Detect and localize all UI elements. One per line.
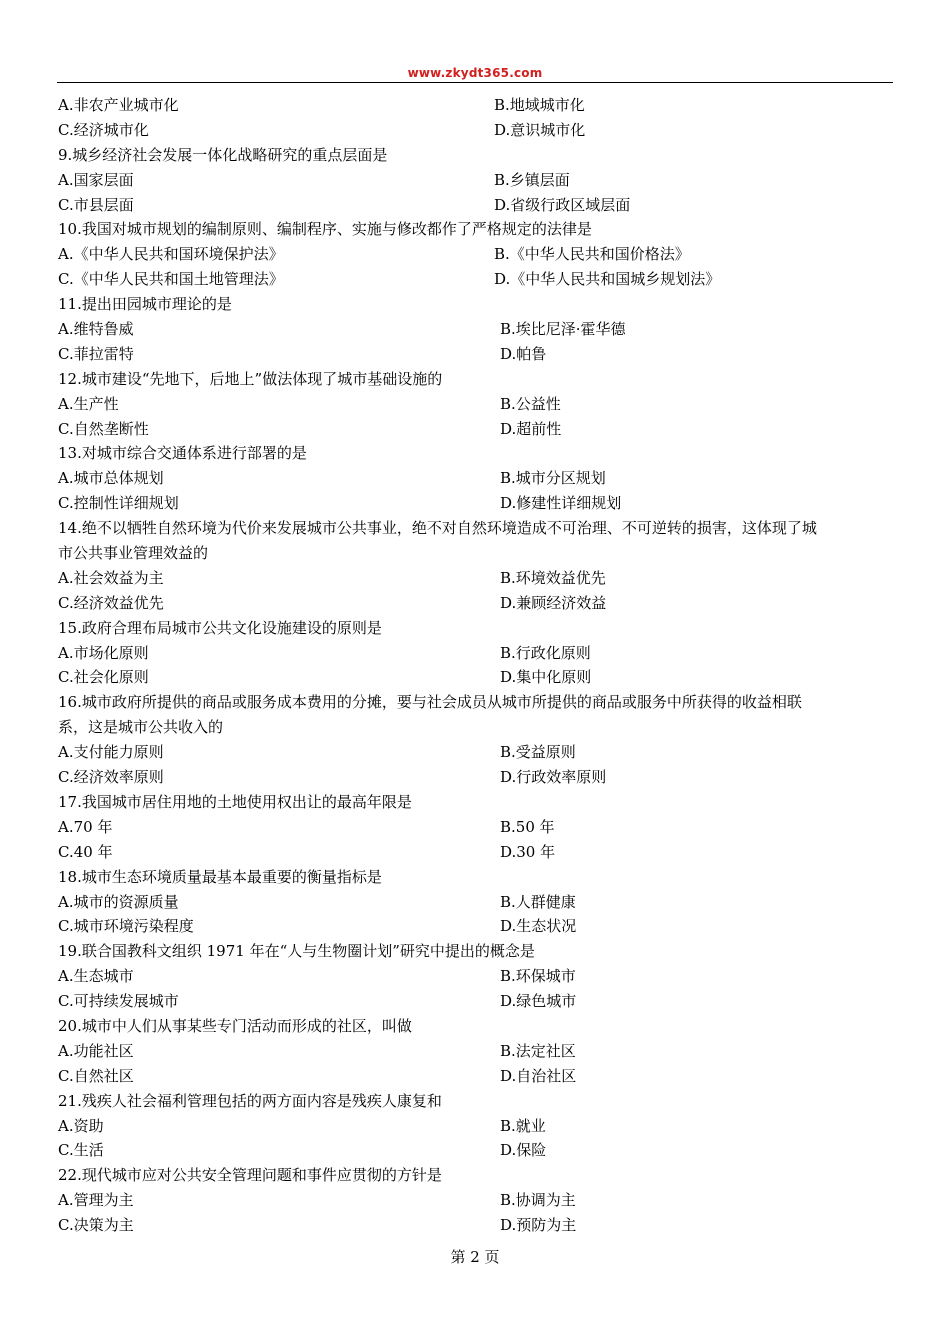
option-row (58, 317, 894, 342)
question-text: 18.城市生态环境质量最基本最重要的衡量指标是 (58, 867, 382, 886)
option-right: B.环保城市 (500, 967, 576, 986)
option-row (58, 168, 894, 193)
option-left: C.市县层面 (58, 195, 134, 214)
option-right: B.人群健康 (500, 892, 576, 911)
option-right: D.修建性详细规划 (500, 494, 622, 513)
option-row (58, 466, 894, 491)
question-text: 系，这是城市公共收入的 (58, 718, 224, 737)
question-text: 12.城市建设“先地下，后地上”做法体现了城市基础设施的 (58, 369, 443, 388)
option-left: A.生产性 (58, 394, 119, 413)
option-right: D.超前性 (500, 419, 562, 438)
option-right: B.就业 (500, 1116, 546, 1135)
question-text: 10.我国对城市规划的编制原则、编制程序、实施与修改都作了严格规定的法律是 (58, 220, 592, 239)
option-left: C.经济效益优先 (58, 593, 164, 612)
option-row (58, 964, 894, 989)
option-left: A.城市的资源质量 (58, 892, 179, 911)
option-right: B.乡镇层面 (494, 170, 570, 189)
option-right: D.30 年 (500, 842, 556, 861)
option-left: C.菲拉雷特 (58, 344, 134, 363)
option-left: A.功能社区 (58, 1041, 134, 1060)
question-text: 11.提出田园城市理论的是 (58, 295, 232, 314)
option-row (58, 914, 894, 939)
option-right: D.生态状况 (500, 917, 577, 936)
option-right: B.受益原则 (500, 743, 576, 762)
question-text: 21.残疾人社会福利管理包括的两方面内容是残疾人康复和 (58, 1091, 442, 1110)
question-text: 19.联合国教科文组织 1971 年在“人与生物圈计划”研究中提出的概念是 (58, 942, 535, 961)
option-row (58, 193, 894, 218)
option-row (58, 890, 894, 915)
option-right: B.环境效益优先 (500, 568, 606, 587)
option-row (58, 1039, 894, 1064)
option-right: B.《中华人民共和国价格法》 (494, 245, 690, 264)
option-right: D.预防为主 (500, 1216, 577, 1235)
option-row (58, 765, 894, 790)
option-left: C.经济效率原则 (58, 768, 164, 787)
option-left: A.国家层面 (58, 170, 134, 189)
option-row (58, 815, 894, 840)
header-divider (57, 82, 893, 83)
header-url[interactable]: www.zkydt365.com (407, 66, 543, 80)
option-left: A.资助 (58, 1116, 104, 1135)
option-left: C.40 年 (58, 842, 113, 861)
option-row (58, 1188, 894, 1213)
option-row (58, 1138, 894, 1163)
question-list (58, 93, 894, 1238)
option-right: B.协调为主 (500, 1191, 576, 1210)
question-text: 22.现代城市应对公共安全管理问题和事件应贯彻的方针是 (58, 1166, 442, 1185)
option-right: B.法定社区 (500, 1041, 576, 1060)
option-right: D.意识城市化 (494, 120, 586, 139)
option-left: C.自然社区 (58, 1066, 134, 1085)
option-left: A.城市总体规划 (58, 469, 164, 488)
question-text: 9.城乡经济社会发展一体化战略研究的重点层面是 (58, 145, 388, 164)
option-left: C.可持续发展城市 (58, 992, 179, 1011)
option-row (58, 1213, 894, 1238)
question-text: 16.城市政府所提供的商品或服务成本费用的分摊，要与社会成员从城市所提供的商品或服务中所获得的收益相联 (58, 693, 802, 712)
option-row (58, 491, 894, 516)
option-left: A.生态城市 (58, 967, 134, 986)
option-right: D.《中华人民共和国城乡规划法》 (494, 270, 721, 289)
option-right: D.集中化原则 (500, 668, 592, 687)
option-row (58, 118, 894, 143)
option-left: A.管理为主 (58, 1191, 134, 1210)
option-right: B.公益性 (500, 394, 561, 413)
option-row (58, 665, 894, 690)
option-left: A.市场化原则 (58, 643, 149, 662)
option-left: A.《中华人民共和国环境保护法》 (58, 245, 284, 264)
option-left: C.生活 (58, 1141, 104, 1160)
option-row (58, 591, 894, 616)
question-text: 15.政府合理布局城市公共文化设施建设的原则是 (58, 618, 382, 637)
option-row (58, 417, 894, 442)
option-left: A.70 年 (58, 817, 113, 836)
option-left: A.支付能力原则 (58, 743, 164, 762)
option-right: B.城市分区规划 (500, 469, 606, 488)
option-left: C.社会化原则 (58, 668, 149, 687)
option-left: C.控制性详细规划 (58, 494, 179, 513)
option-row (58, 93, 894, 118)
option-row (58, 1114, 894, 1139)
option-left: C.自然垄断性 (58, 419, 149, 438)
option-left: A.维特鲁威 (58, 320, 134, 339)
option-left: A.社会效益为主 (58, 568, 164, 587)
option-left: C.城市环境污染程度 (58, 917, 194, 936)
option-row (58, 566, 894, 591)
option-right: D.绿色城市 (500, 992, 577, 1011)
option-left: C.经济城市化 (58, 120, 149, 139)
option-right: D.兼顾经济效益 (500, 593, 607, 612)
option-right: B.地域城市化 (494, 96, 585, 114)
option-left: C.《中华人民共和国土地管理法》 (58, 270, 284, 289)
option-row (58, 392, 894, 417)
option-row (58, 342, 894, 367)
option-right: D.自治社区 (500, 1066, 577, 1085)
option-right: B.50 年 (500, 817, 555, 836)
option-row (58, 242, 894, 267)
question-text: 市公共事业管理效益的 (58, 544, 209, 563)
option-row (58, 1064, 894, 1089)
question-text: 17.我国城市居住用地的土地使用权出让的最高年限是 (58, 792, 412, 811)
option-row (58, 840, 894, 865)
question-text: 13.对城市综合交通体系进行部署的是 (58, 444, 307, 463)
option-right: D.帕鲁 (500, 344, 547, 363)
option-row (58, 989, 894, 1014)
option-left: C.决策为主 (58, 1216, 134, 1235)
option-right: D.行政效率原则 (500, 768, 607, 787)
option-row (58, 267, 894, 292)
option-row (58, 641, 894, 666)
option-right: B.行政化原则 (500, 643, 591, 662)
option-right: D.省级行政区域层面 (494, 195, 631, 214)
option-right: D.保险 (500, 1141, 547, 1160)
option-row (58, 740, 894, 765)
question-text: 14.绝不以牺牲自然环境为代价来发展城市公共事业，绝不对自然环境造成不可治理、不可逆转的损害，这体现了城 (58, 519, 817, 538)
option-right: B.埃比尼泽·霍华德 (500, 320, 626, 339)
page-number: 第 2 页 (450, 1248, 500, 1266)
option-left: A.非农产业城市化 (58, 96, 179, 114)
question-text: 20.城市中人们从事某些专门活动而形成的社区，叫做 (58, 1016, 412, 1035)
